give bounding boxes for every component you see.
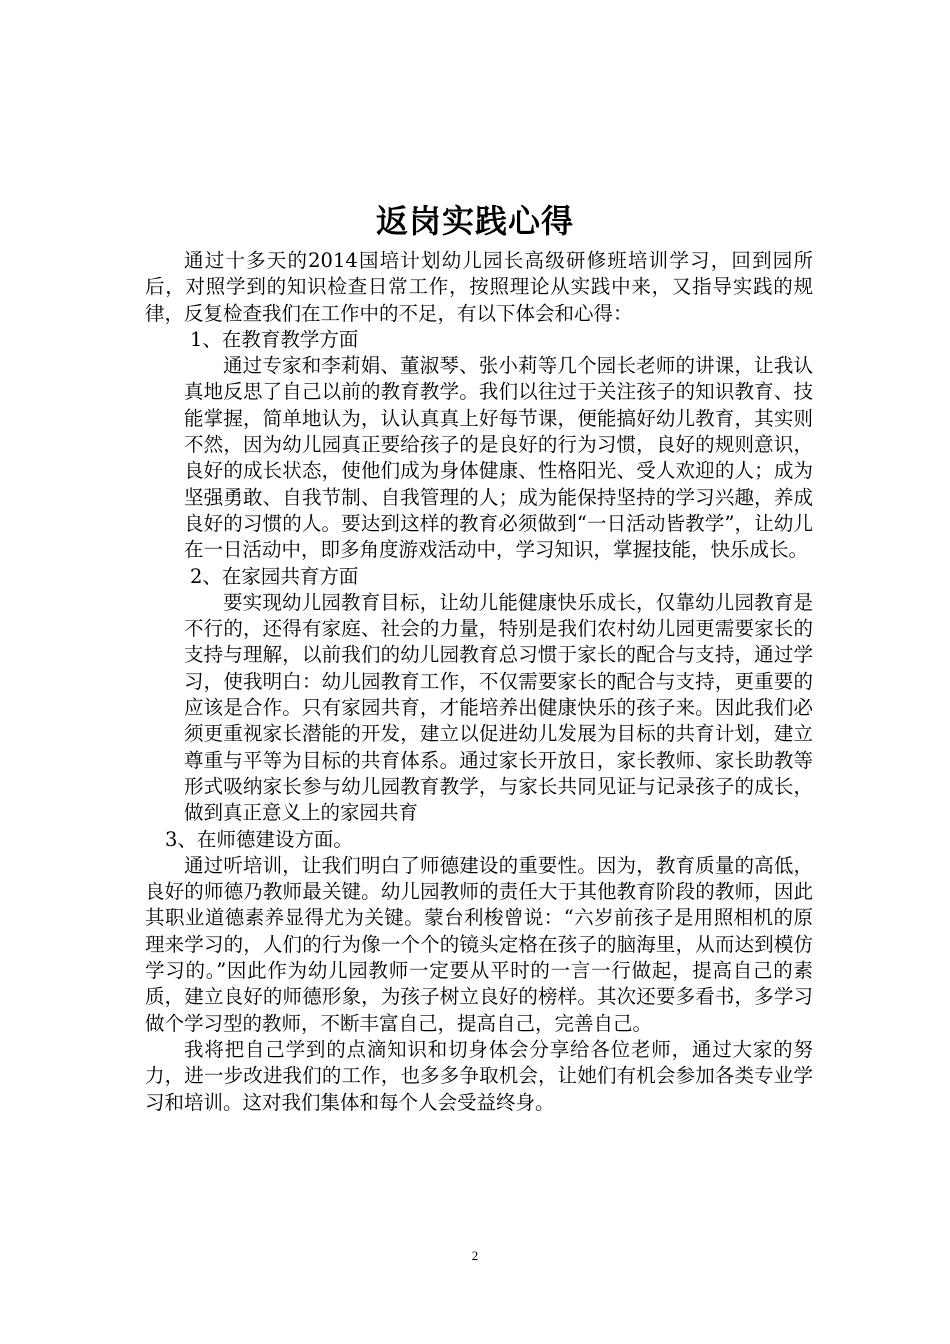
intro-paragraph: 通过十多天的2014国培计划幼儿园长高级研修班培训学习，回到园所后，对照学到的知识检查日常工作，按照理论从实践中来，又指导实践的规律，反复检查我们在工作中的不足，有以下体会和心得： [145, 249, 813, 325]
section-paragraph-family: 要实现幼儿园教育目标，让幼儿能健康快乐成长，仅靠幼儿园教育是不行的，还得有家庭、社会的力量，特别是我们农村幼儿园更需要家长的支持与理解，以前我们的幼儿园教育总习惯于家长的配合与支持，通过学习，使我明白：幼儿园教育工作，不仅需要家长的配合与支持，更重要的应该是合作。只有家园共育，才能培养出健康快乐的孩子来。因此我们必须更重视家长潜能的开发，建立以促进幼儿发展为目标的共育计划，建立尊重与平等为目标的共育体系。通过家长开放日，家长教师、家长助教等形式吸纳家长参与幼儿园教育教学，与家长共同见证与记录孩子的成长，做到真正意义上的家园共育 [184, 590, 813, 825]
page-number: 2 [471, 1248, 479, 1263]
section-heading-teaching: 1、在教育教学方面 [190, 327, 359, 351]
page-title: 返岗实践心得 [375, 202, 574, 241]
section-paragraph-teaching: 通过专家和李莉娟、董淑琴、张小莉等几个园长老师的讲课，让我认真地反思了自己以前的教育教学。我们以往过于关注孩子的知识教育、技能掌握，简单地认为，认认真真上好每节课，便能搞好幼儿教育，其实则不然，因为幼儿园真正要给孩子的是良好的行为习惯，良好的规则意识，良好的成长状态，使他们成为身体健康、性格阳光、受人欢迎的人；成为坚强勇敢、自我节制、自我管理的人；成为能保持坚持的学习兴趣，养成良好的习惯的人。要达到这样的教育必须做到“一日活动皆教学”，让幼儿在一日活动中，即多角度游戏活动中，学习知识，掌握技能，快乐成长。 [184, 354, 813, 562]
closing-paragraph: 我将把自己学到的点滴知识和切身体会分享给各位老师，通过大家的努力，进一步改进我们的工作，也多多争取机会，让她们有机会参加各类专业学习和培训。这对我们集体和每个人会受益终身。 [145, 1037, 813, 1114]
document-body [145, 248, 813, 1116]
section-heading-family: 2、在家园共育方面 [190, 564, 359, 588]
section-heading-ethics: 3、在师德建设方面。 [165, 827, 353, 851]
section-paragraph-ethics: 通过听培训，让我们明白了师德建设的重要性。因为，教育质量的高低，良好的师德乃教师最关键。幼儿园教师的责任大于其他教育阶段的教师，因此其职业道德素养显得尤为关键。蒙台利梭曾说：“六岁前孩子是用照相机的原理来学习的，人们的行为像一个个的镜头定格在孩子的脑海里，从而达到模仿学习的。”因此作为幼儿园教师一定要从平时的一言一行做起，提高自己的素质，建立良好的师德形象，为孩子树立良好的榜样。其次还要多看书，多学习做个学习型的教师，不断丰富自己，提高自己，完善自己。 [145, 853, 813, 1035]
